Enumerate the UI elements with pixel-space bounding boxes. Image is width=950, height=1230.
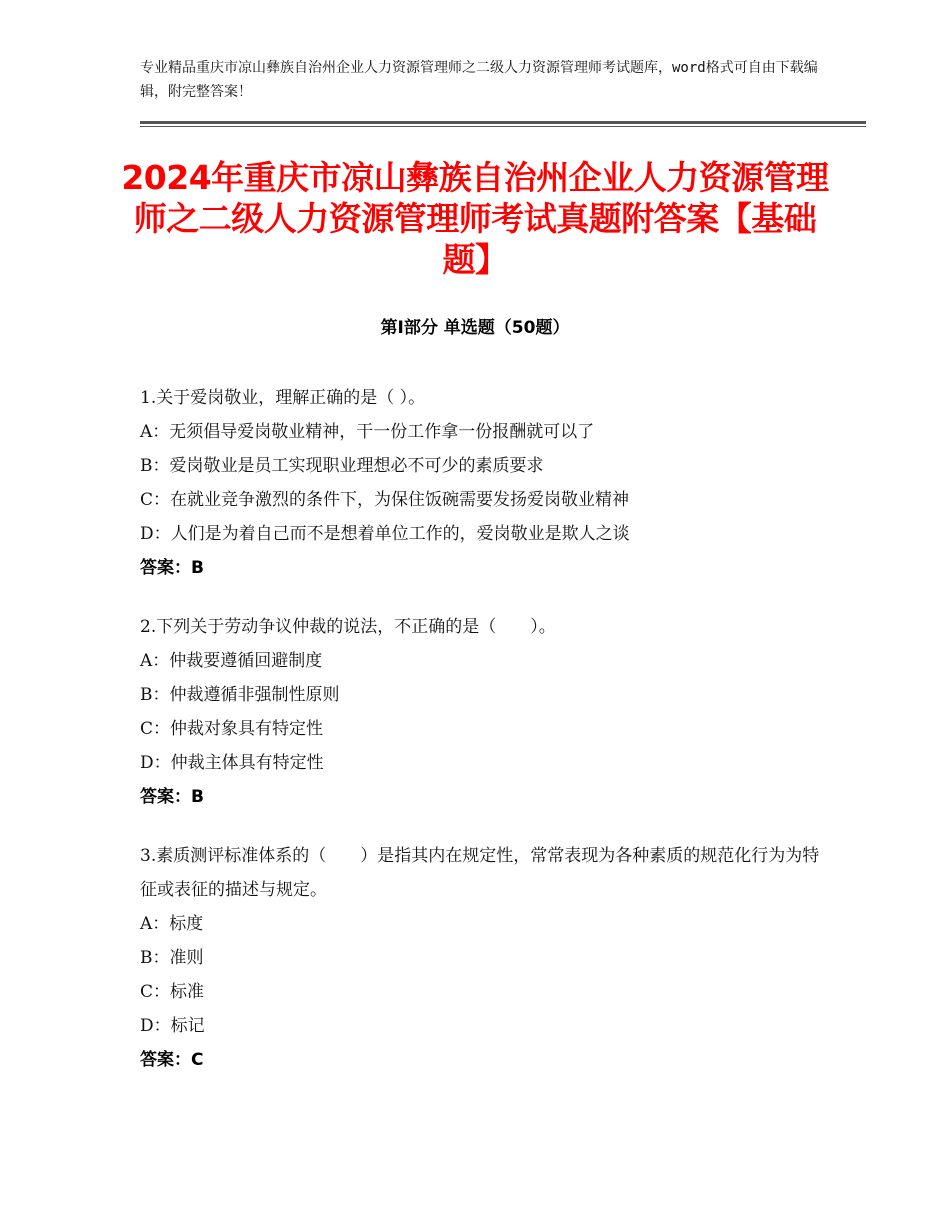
answer: 答案：B	[140, 787, 204, 807]
option-c: C：仲裁对象具有特定性	[140, 719, 324, 739]
question-stem: 1.关于爱岗敬业，理解正确的是（ ）。	[140, 388, 426, 408]
section-title: 第Ⅰ部分 单选题（50题）	[380, 318, 570, 338]
option-a: A：无须倡导爱岗敬业精神，干一份工作拿一份报酬就可以了	[140, 422, 595, 442]
option-a: A：仲裁要遵循回避制度	[140, 651, 323, 671]
question-1	[140, 381, 820, 585]
question-stem: 2.下列关于劳动争议仲裁的说法，不正确的是（ ）。	[140, 617, 556, 637]
option-d: D：仲裁主体具有特定性	[140, 753, 324, 773]
option-c: C：在就业竞争激烈的条件下，为保住饭碗需要发扬爱岗敬业精神	[140, 490, 630, 510]
question-list	[140, 381, 820, 1102]
document-title: 2024年重庆市凉山彝族自治州企业人力资源管理师之二级人力资源管理师考试真题附答案【基础题】	[121, 158, 829, 279]
header-divider	[140, 121, 866, 127]
question-3	[140, 839, 820, 1077]
question-stem: 3.素质测评标准体系的（ ）是指其内在规定性，常常表现为各种素质的规范化行为为特征或表征的描述与规定。	[140, 846, 820, 900]
answer: 答案：C	[140, 1050, 204, 1070]
header-note: 专业精品重庆市凉山彝族自治州企业人力资源管理师之二级人力资源管理师考试题库，word格式可自由下载编辑，附完整答案！	[140, 60, 818, 100]
header-divider-thick	[140, 121, 866, 124]
option-a: A：标度	[140, 914, 204, 934]
option-d: D：标记	[140, 1016, 205, 1036]
header-divider-thin	[140, 126, 866, 127]
answer: 答案：B	[140, 558, 204, 578]
option-b: B：准则	[140, 948, 204, 968]
question-2	[140, 610, 820, 814]
option-b: B：爱岗敬业是员工实现职业理想必不可少的素质要求	[140, 456, 544, 476]
option-d: D：人们是为着自己而不是想着单位工作的，爱岗敬业是欺人之谈	[140, 524, 630, 544]
option-c: C：标准	[140, 982, 205, 1002]
option-b: B：仲裁遵循非强制性原则	[140, 685, 340, 705]
